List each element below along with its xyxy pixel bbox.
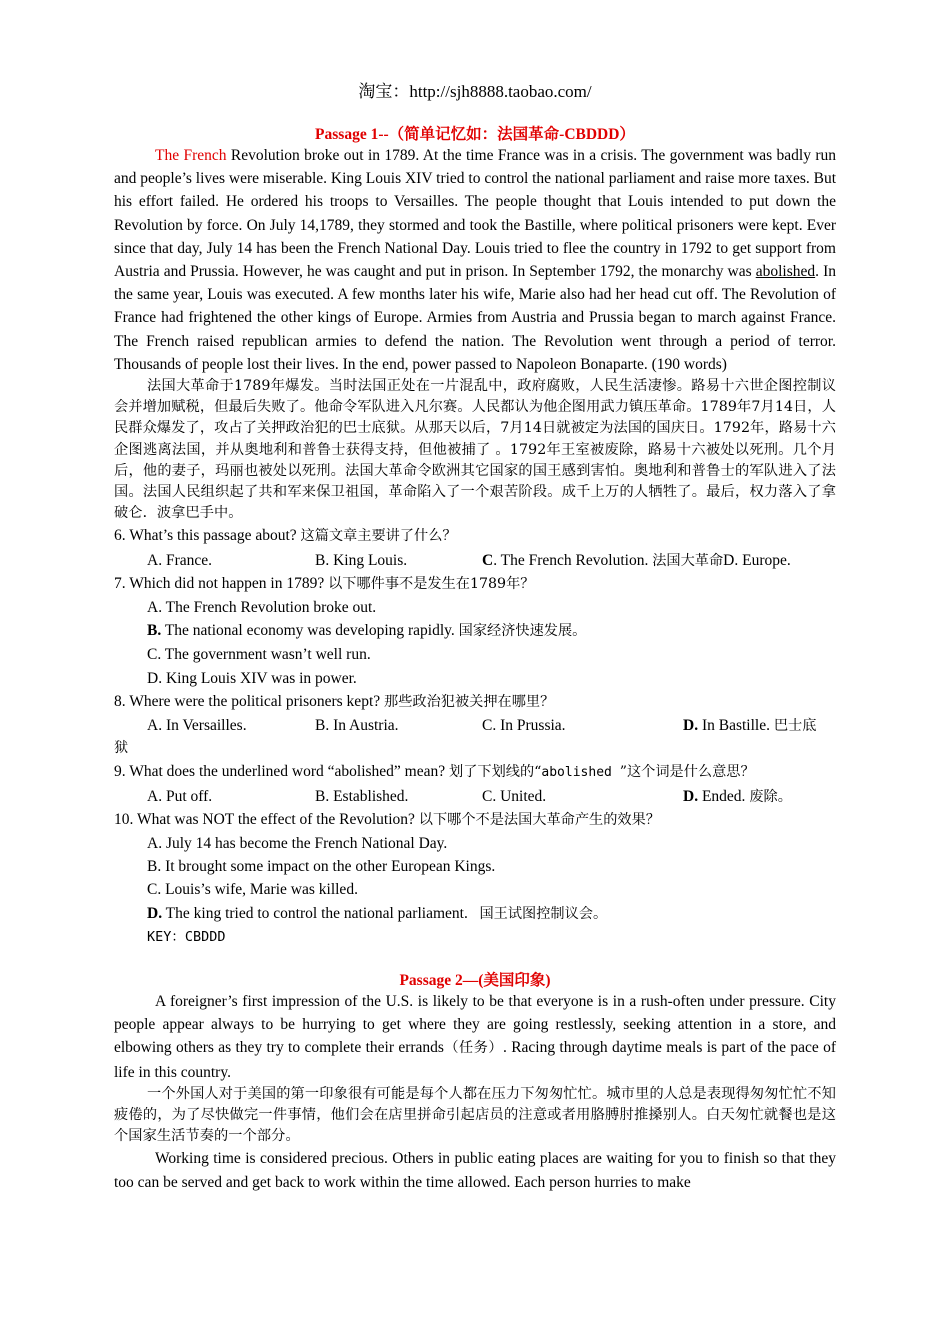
q7-option-c: C. The government wasn’t well run. — [147, 646, 371, 664]
q6-option-c: C. The French Revolution. 法国大革命D. Europe. — [482, 551, 791, 569]
q9-option-b: B. Established. — [315, 787, 409, 805]
q8-option-b: B. In Austria. — [315, 717, 399, 735]
q8-option-d-wrap: 狱 — [114, 740, 129, 757]
q6-option-d: D. Europe. — [723, 551, 791, 569]
passage2-english-2: Working time is considered precious. Others in public eating places are waiting for you to finish so that they too can be served and get back to work within the time allowed. Each person hurries to make — [114, 1150, 836, 1191]
question-6: 6. What’s this passage about? 这篇文章主要讲了什么？ — [114, 527, 457, 545]
q8-option-d: D. In Bastille. 巴士底 — [683, 717, 817, 735]
passage1-english — [114, 144, 836, 376]
passage1-lead: The French — [155, 147, 227, 164]
q7-option-a: A. The French Revolution broke out. — [147, 599, 377, 617]
passage2-english-1: A foreigner’s first impression of the U.S. is likely to be that everyone is in a rush-often under pressure. City people appear always to be hurrying to get where they are going restlessly, seeking attention in a store, and elbowing others as they try to complete their errands（任务）. Racing through daytime meals is part of the pace of life in this country. — [114, 993, 836, 1081]
q7-option-b: B. The national economy was developing rapidly. 国家经济快速发展。 — [147, 622, 587, 640]
q10-option-b: B. It brought some impact on the other European Kings. — [147, 858, 496, 876]
document-page — [114, 0, 836, 1194]
page-header: 淘宝：http://sjh8888.taobao.com/ — [358, 82, 592, 101]
q8-option-c: C. In Prussia. — [482, 717, 566, 735]
question-6-options — [114, 549, 836, 572]
question-8-options — [114, 714, 836, 737]
question-9-options — [114, 785, 836, 808]
passage2-chinese-1: 一个外国人对于美国的第一印象很有可能是每个人都在压力下匆匆忙忙。城市里的人总是表现得匆匆忙忙不知疲倦的，为了尽快做完一件事情，他们会在店里拼命引起店员的注意或者用胳膊肘推搡别人。白天匆忙就餐也是这个国家生活节奏的一个部分。 — [114, 1085, 836, 1145]
q10-option-d: D. The king tried to control the national parliament. 国王试图控制议会。 — [147, 904, 608, 922]
q6-option-b: B. King Louis. — [315, 551, 408, 569]
passage1-text-a: Revolution broke out in 1789. At the time France was in a crisis. The government was badly run and people’s lives were miserable. King Louis XIV tried to control the national parliament and raise more taxes. But his effort failed. He ordered his troops to Versailles. The people thought that Louis intended to put down the Revolution by force. On July 14,1789, they stormed and took the Bastille, where political prisoners were kept. Ever since that day, July 14 has been the French National Day. Louis tried to flee the country in 1792 to get support from Austria and Prussia. However, he was caught and put in prison. In September 1792, the monarchy was — [114, 147, 837, 281]
passage1-chinese: 法国大革命于1789年爆发。当时法国正处在一片混乱中，政府腐败，人民生活凄惨。路易十六世企图控制议会并增加赋税，但最后失败了。他命令军队进入凡尔赛。人民都认为他企图用武力镇压革命。1789年7月14日，人民群众爆发了，攻占了关押政治犯的巴士底狱。从那天以后，7月14日就被定为法国的国庆日。1792年，路易十六企图逃离法国，并从奥地利和普鲁士获得支持，但他被捕了 。1792年王室被废除，路易十六被处以死刑。几个月后，他的妻子，玛丽也被处以死刑。法国大革命令欧洲其它国家的国王感到害怕。奥地利和普鲁士的军队进入了法国。法国人民组织起了共和军来保卫祖国，革命陷入了一个艰苦阶段。成千上万的人牺牲了。最后，权力落入了拿破仑．波拿巴手中。 — [114, 378, 836, 522]
q9-option-d: D. Ended. 废除。 — [683, 787, 792, 805]
question-8: 8. Where were the political prisoners kept? 那些政治犯被关押在哪里？ — [114, 692, 555, 710]
passage2-title: Passage 2—(美国印象) — [399, 972, 551, 990]
passage1-text-b: . In the same year, Louis was executed. A few months later his wife, Marie also had her head cut off. The Revolution of France had frightened the other kings of Europe. Armies from Austria and Prussia began to march against France. The French raised republican armies to defend the nation. The Revolution went through a period of terror. Thousands of people lost their lives. In the end, power passed to Napoleon Bonaparte. (190 words) — [114, 263, 836, 373]
passage1-title: Passage 1--（简单记忆如：法国革命-CBDDD） — [315, 126, 635, 143]
question-9: 9. What does the underlined word “abolished” mean? 划了下划线的“abolished ”这个词是什么意思？ — [114, 763, 755, 781]
q10-option-a: A. July 14 has become the French National Day. — [147, 835, 448, 853]
q8-option-a: A. In Versailles. — [147, 717, 247, 735]
q9-option-a: A. Put off. — [147, 787, 213, 805]
answer-key: KEY：CBDDD — [147, 928, 226, 945]
question-10: 10. What was NOT the effect of the Revolution? 以下哪个不是法国大革命产生的效果？ — [114, 810, 660, 828]
underlined-word: abolished — [755, 263, 816, 281]
q9-option-c: C. United. — [482, 787, 547, 805]
q7-option-d: D. King Louis XIV was in power. — [147, 669, 357, 687]
question-7: 7. Which did not happen in 1789? 以下哪件事不是发生在1789年？ — [114, 574, 535, 592]
q10-option-c: C. Louis’s wife, Marie was killed. — [147, 881, 358, 899]
q6-option-a: A. France. — [147, 551, 212, 569]
